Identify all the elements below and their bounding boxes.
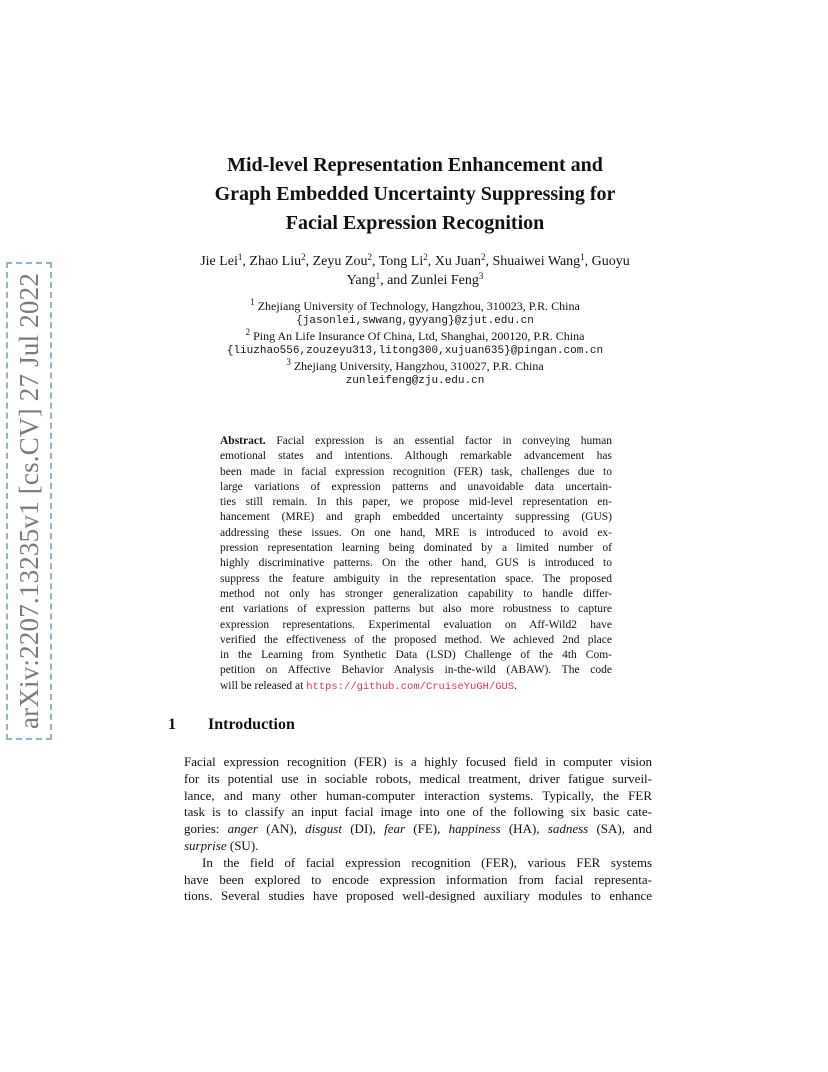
arxiv-stamp-container	[6, 262, 52, 740]
affiliation-3-email: zunleifeng@zju.edu.cn	[345, 375, 485, 387]
affiliation-2: $^2$ Ping An Life Insurance Of China, Ltd, Shanghai, 200120, P.R. China	[245, 327, 585, 343]
abstract-line: addressing these issues. On one hand, MRE is introduced to avoid ex-	[220, 526, 612, 539]
paper-title	[120, 151, 710, 238]
affiliation-2-email: {liuzhao556,zouzeyu313,litong300,xujuan635}@pingan.com.cn	[226, 345, 604, 357]
code-link[interactable]: https://github.com/CruiseYuGH/GUS	[306, 680, 515, 693]
title-line: Mid-level Representation Enhancement and	[227, 154, 603, 176]
body-line: gories: anger (AN), disgust (DI), fear (FE), happiness (HA), sadness (SA), and	[184, 821, 653, 837]
abstract-line: Abstract. Facial expression is an essential factor in conveying human	[220, 435, 612, 447]
affiliation-1: $^1$ Zhejiang University of Technology, Hangzhou, 310023, P.R. China	[250, 297, 580, 313]
author-line: Yang$^1$, and Zunlei Feng$^3$	[346, 270, 484, 288]
abstract-line: will be released at https://github.com/CruiseYuGH/GUS.	[220, 679, 518, 693]
abstract-line: expression representations. Experimental evaluation on Aff-Wild2 have	[220, 618, 612, 631]
abstract-line: hancement (MRE) and graph embedded uncertainty suppressing (GUS)	[220, 511, 612, 524]
abstract-label: Abstract.	[220, 435, 266, 447]
abstract-line: emotional states and intentions. Although remarkable advancement has	[220, 450, 612, 463]
section-number: 1	[168, 716, 176, 733]
abstract-line: suppress the feature ambiguity in the representation space. The proposed	[220, 572, 612, 585]
abstract-line: highly discriminative patterns. On the other hand, GUS is introduced to	[220, 557, 612, 570]
body-line: surprise (SU).	[184, 837, 259, 853]
author-list	[168, 253, 662, 290]
section-heading	[168, 716, 295, 734]
body-line: tions. Several studies have proposed well-designed auxiliary modules to enhance	[184, 888, 652, 904]
abstract-line: in the Learning from Synthetic Data (LSD) Challenge of the 4th Com-	[220, 649, 612, 662]
body-line: for its potential use in sociable robots, medical treatment, driver fatigue surveil-	[184, 770, 652, 786]
abstract-line: pression representation learning being dominated by a limited number of	[220, 542, 612, 555]
abstract-line: verified the effectiveness of the proposed method. We achieved 2nd place	[220, 633, 612, 646]
abstract-line: method not only has stronger generalization capability to handle differ-	[220, 587, 612, 600]
body-line: In the field of facial expression recognition (FER), various FER systems	[202, 854, 652, 870]
body-text	[184, 754, 652, 905]
body-line: task is to classify an input facial image into one of the following six basic cate-	[184, 804, 652, 820]
body-line: lance, and many other human-computer interaction systems. Typically, the FER	[184, 787, 652, 803]
arxiv-stamp: arXiv:2207.13235v1 [cs.CV] 27 Jul 2022	[6, 262, 52, 740]
abstract-line: petition on Affective Behavior Analysis in-the-wild (ABAW). The code	[220, 664, 612, 677]
abstract	[220, 434, 612, 695]
title-line: Facial Expression Recognition	[285, 212, 545, 234]
author-line: Jie Lei$^1$, Zhao Liu$^2$, Zeyu Zou$^2$, Tong Li$^2$, Xu Juan$^2$, Shuaiwei Wang$^1$, Guoyu	[200, 252, 630, 269]
abstract-line: ent variations of expression patterns but also more robustness to capture	[220, 603, 612, 616]
body-line: have been explored to encode expression information from facial representa-	[184, 871, 652, 887]
section-title: Introduction	[208, 716, 295, 733]
abstract-line: large variations of expression patterns and unavoidable data uncertain-	[220, 480, 612, 493]
affiliation-3: $^3$ Zhejiang University, Hangzhou, 310027, P.R. China	[286, 357, 544, 373]
affiliations	[168, 299, 662, 389]
abstract-line: ties still remain. In this paper, we propose mid-level representation en-	[220, 496, 612, 509]
affiliation-1-email: {jasonlei,swwang,gyyang}@zjut.edu.cn	[296, 315, 534, 327]
title-line: Graph Embedded Uncertainty Suppressing for	[214, 183, 616, 205]
body-line: Facial expression recognition (FER) is a highly focused field in computer vision	[184, 754, 652, 769]
abstract-line: been made in facial expression recognition (FER) task, challenges due to	[220, 465, 612, 478]
